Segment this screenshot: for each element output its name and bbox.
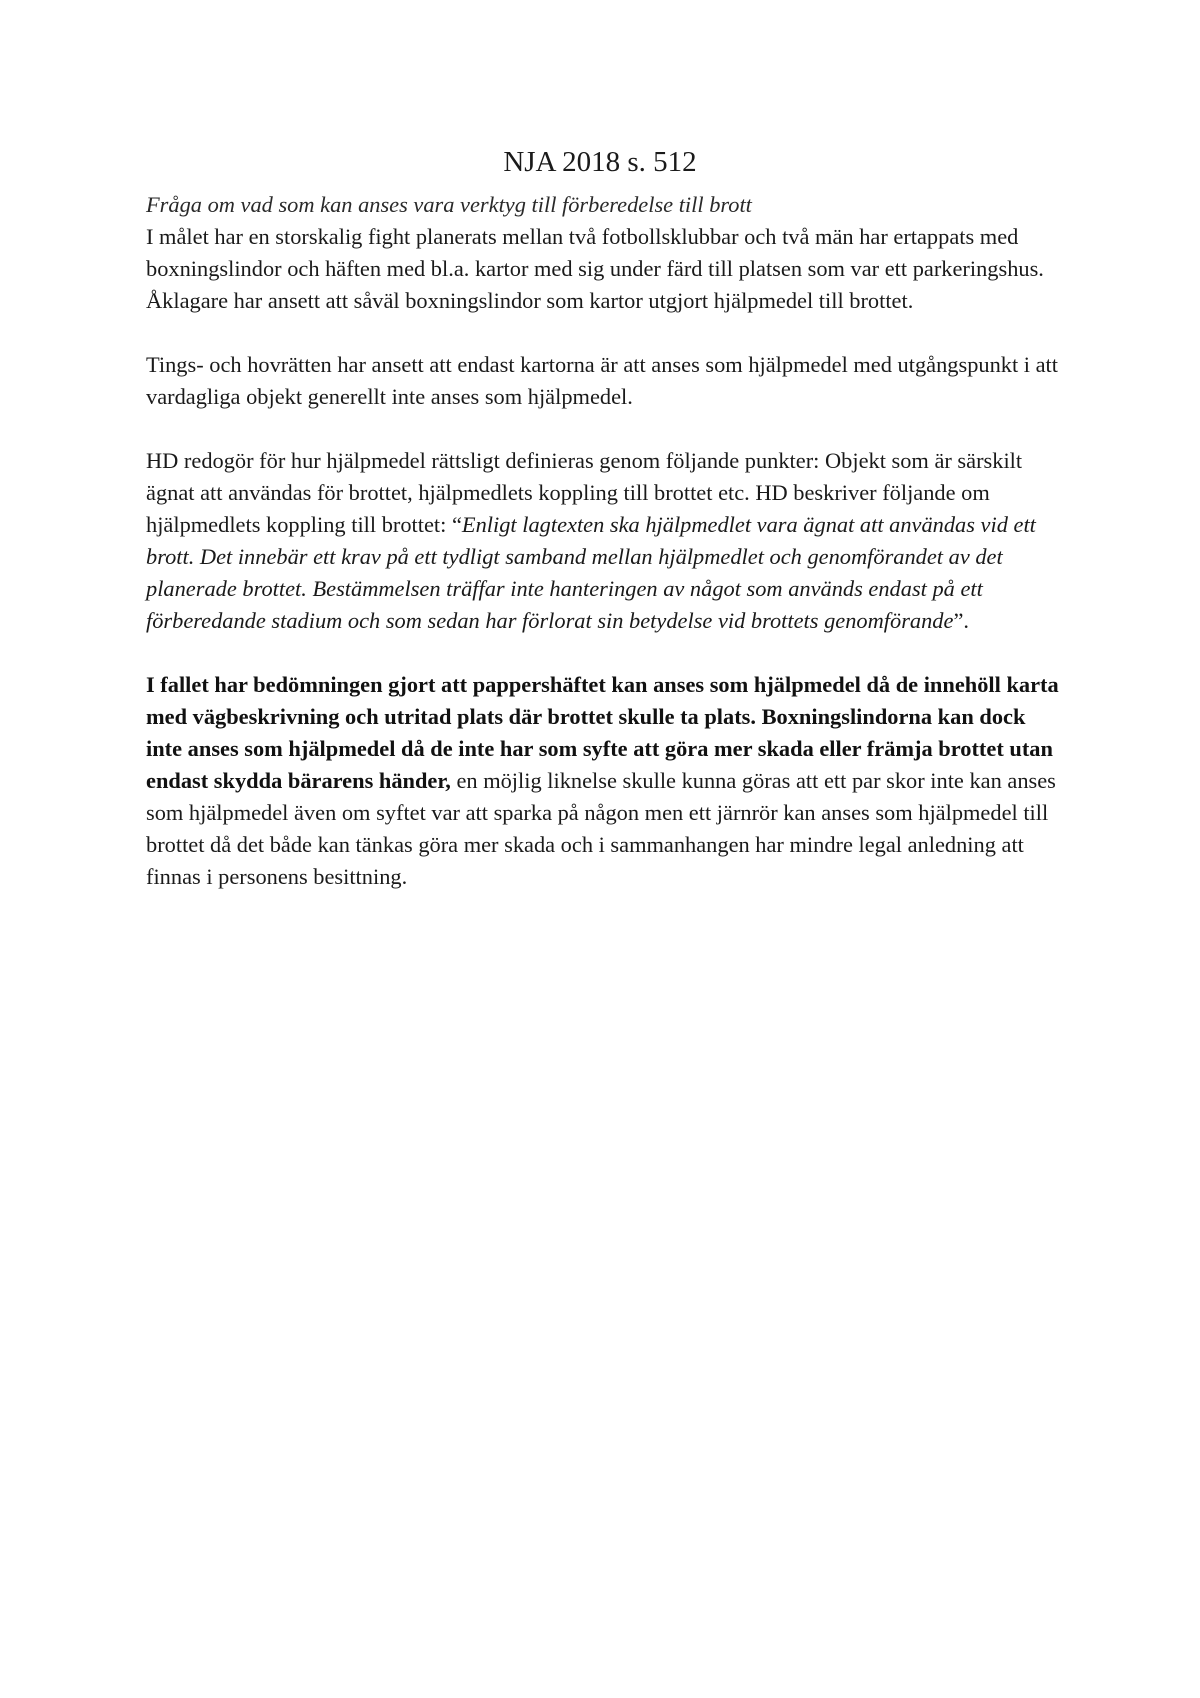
- supreme-court-paragraph: [146, 445, 1066, 637]
- assessment-rest-text: en möjlig liknelse skulle kunna göras att ett par skor inte kan anses som hjälpmedel även om syftet var att sparka på någon men ett järnrör kan anses som hjälpmedel till brottet då det både kan tänkas göra mer skada och i sammanhangen har mindre legal anledning att finnas i personens besittning.: [146, 768, 1056, 889]
- document-body: [146, 189, 1066, 893]
- paragraph-spacer: [146, 637, 1066, 669]
- paragraph-spacer: [146, 317, 1066, 349]
- case-subtitle: Fråga om vad som kan anses vara verktyg till förberedelse till brott: [146, 192, 752, 217]
- paragraph-spacer: [146, 413, 1066, 445]
- case-facts-paragraph: I målet har en storskalig fight planerats mellan två fotbollsklubbar och två män har ertappats med boxningslindor och häften med bl.a. kartor med sig under färd till platsen som var ett parkeringshus. Åklagare har ansett att såväl boxningslindor som kartor utgjort hjälpmedel till brottet.: [146, 224, 1044, 313]
- assessment-bold-text: I fallet har bedömningen gjort att pappershäftet kan anses som hjälpmedel då de innehöll karta med vägbeskrivning och utritad plats där brottet skulle ta plats. Boxningslindorna kan dock inte anses som hjälpmedel då de inte har som syfte att göra mer skada eller främja brottet utan endast skydda bärarens händer,: [146, 672, 1059, 793]
- quote-close: ”.: [953, 608, 969, 633]
- document-title: NJA 2018 s. 512: [503, 146, 697, 178]
- supreme-court-quote: Enligt lagtexten ska hjälpmedlet vara ägnat att användas vid ett brott. Det innebär ett krav på ett tydligt samband mellan hjälpmedlet och genomförandet av det planerade brottet. Bestämmelsen träffar inte hanteringen av något som används endast på ett förberedande stadium och som sedan har förlorat sin betydelse vid brottets genomförande: [146, 512, 1036, 633]
- assessment-paragraph: [146, 669, 1066, 893]
- lower-courts-paragraph: Tings- och hovrätten har ansett att endast kartorna är att anses som hjälpmedel med utgångspunkt i att vardagliga objekt generellt inte anses som hjälpmedel.: [146, 352, 1058, 409]
- supreme-court-intro: HD redogör för hur hjälpmedel rättsligt definieras genom följande punkter: Objekt som är särskilt ägnat att användas för brottet, hjälpmedlets koppling till brottet etc. HD beskriver följande om hjälpmedlets koppling till brottet: “: [146, 448, 1023, 537]
